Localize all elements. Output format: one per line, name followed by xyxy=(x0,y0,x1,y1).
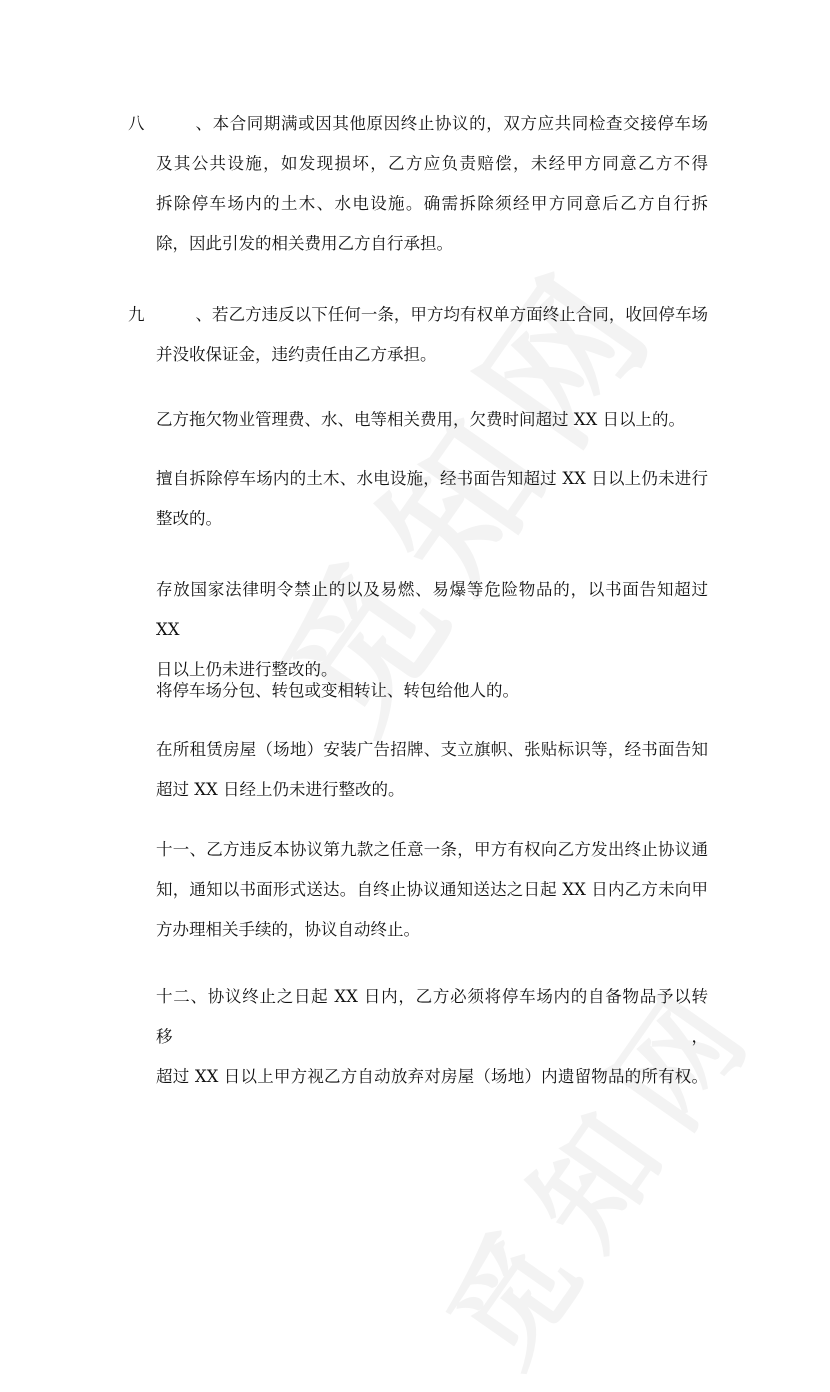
paragraph-line: 超过 XX 日以上甲方视乙方自动放弃对房屋（场地）内遗留物品的所有权。 xyxy=(156,1067,708,1086)
clause-text: 除，因此引发的相关费用乙方自行承担。 xyxy=(156,234,453,253)
clause-text: 拆除停车场内的土木、水电设施。确需拆除须经甲方同意后乙方自行拆 xyxy=(156,194,708,213)
paragraph-line: 十一、乙方违反本协议第九款之任意一条，甲方有权向乙方发出终止协议通 xyxy=(156,840,708,859)
paragraph-line: 整改的。 xyxy=(156,509,222,528)
sub-clause-2 xyxy=(156,459,708,539)
sub-clause-5 xyxy=(156,730,708,810)
clause-text: 本合同期满或因其他原因终止协议的，双方应共同检查交接停车场 xyxy=(212,114,708,133)
clause-text: 并没收保证金，违约责任由乙方承担。 xyxy=(156,345,437,364)
paragraph-line: 在所租赁房屋（场地）安装广告招牌、支立旗帜、张贴标识等，经书面告知 xyxy=(156,740,708,759)
sub-clause-1 xyxy=(156,400,708,440)
clause-11 xyxy=(156,830,708,950)
paragraph-line: 存放国家法律明令禁止的以及易燃、易爆等危险物品的，以书面告知超过 XX xyxy=(156,580,708,639)
paragraph-line: 擅自拆除停车场内的土木、水电设施，经书面告知超过 XX 日以上仍未进行 xyxy=(156,469,708,488)
clause-8 xyxy=(128,104,708,264)
clause-text: 若乙方违反以下任何一条，甲方均有权单方面终止合同，收回停车场 xyxy=(212,305,708,324)
sub-clause-4 xyxy=(156,671,708,711)
paragraph-line: 乙方拖欠物业管理费、水、电等相关费用，欠费时间超过 XX 日以上的。 xyxy=(156,410,685,429)
clause-9 xyxy=(128,295,708,375)
clause-number: 八、 xyxy=(128,114,212,133)
paragraph-line: 十二、协议终止之日起 XX 日内，乙方必须将停车场内的自备物品予以转移， xyxy=(156,987,708,1046)
paragraph-line: 日以上仍未进行整改的。 xyxy=(156,660,338,679)
paragraph-line: 超过 XX 日经上仍未进行整改的。 xyxy=(156,780,405,799)
clause-number: 九、 xyxy=(128,305,212,324)
paragraph-line: 知，通知以书面形式送达。自终止协议通知送达之日起 XX 日内乙方未向甲 xyxy=(156,880,708,899)
clause-12 xyxy=(156,977,708,1097)
paragraph-line: 将停车场分包、转包或变相转让、转包给他人的。 xyxy=(156,681,519,700)
clause-text: 及其公共设施，如发现损坏，乙方应负责赔偿，未经甲方同意乙方不得 xyxy=(156,154,708,173)
paragraph-line: 方办理相关手续的，协议自动终止。 xyxy=(156,920,420,939)
